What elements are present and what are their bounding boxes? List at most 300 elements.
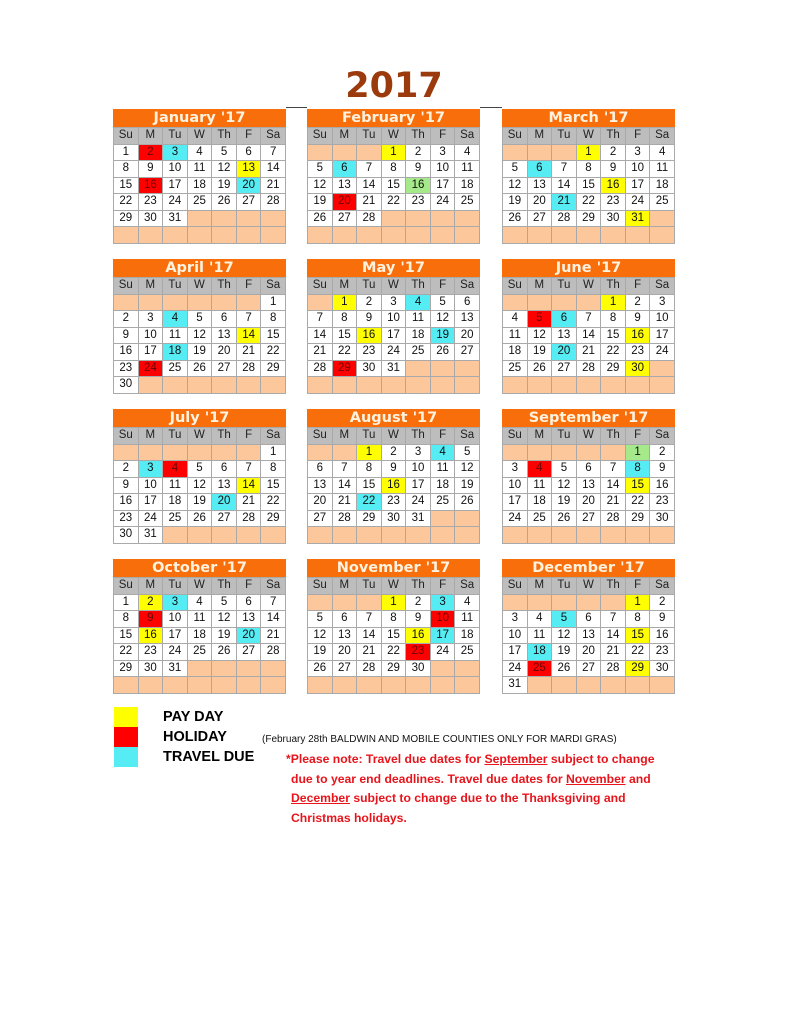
- day-cell: 8: [357, 461, 382, 478]
- empty-cell: [163, 377, 188, 394]
- day-cell: 28: [308, 360, 333, 377]
- day-cell: 7: [552, 161, 577, 178]
- day-cell: 6: [308, 461, 333, 478]
- empty-cell: [650, 227, 675, 244]
- day-cell: 12: [187, 477, 212, 494]
- week-row: [308, 327, 480, 344]
- weekday-header: W: [576, 278, 601, 295]
- day-cell: 3: [650, 294, 675, 311]
- empty-cell: [552, 444, 577, 461]
- day-cell: 6: [236, 594, 261, 611]
- day-cell: 3: [138, 311, 163, 328]
- day-cell: 28: [236, 510, 261, 527]
- day-cell: 21: [601, 644, 626, 661]
- day-cell: 15: [625, 627, 650, 644]
- day-cell: 12: [455, 461, 480, 478]
- day-cell: 20: [212, 494, 237, 511]
- month-title: December '17: [502, 559, 675, 577]
- note-text: due to year end deadlines. Travel due dates for: [291, 771, 566, 786]
- weekday-header: Su: [308, 278, 333, 295]
- day-cell: 18: [650, 177, 675, 194]
- empty-cell: [601, 444, 626, 461]
- empty-cell: [212, 444, 237, 461]
- day-cell: 27: [552, 360, 577, 377]
- day-cell: 5: [187, 461, 212, 478]
- day-cell: 30: [650, 510, 675, 527]
- day-cell: 22: [625, 644, 650, 661]
- day-cell: 25: [163, 510, 188, 527]
- note-text: subject to change: [547, 752, 655, 766]
- day-cell: 20: [212, 344, 237, 361]
- empty-cell: [552, 527, 577, 544]
- day-cell: 13: [332, 627, 357, 644]
- legend-travel-due: TRAVEL DUE: [163, 749, 255, 765]
- day-cell: 14: [576, 327, 601, 344]
- day-cell: 10: [381, 311, 406, 328]
- empty-cell: [187, 660, 212, 677]
- weekday-header: F: [430, 578, 455, 595]
- empty-cell: [601, 527, 626, 544]
- day-cell: 22: [114, 194, 139, 211]
- day-cell: 18: [406, 327, 431, 344]
- day-cell: 4: [503, 311, 528, 328]
- month-title: March '17: [502, 109, 675, 127]
- day-cell: 21: [357, 644, 382, 661]
- weekday-header: W: [381, 428, 406, 445]
- month-title: November '17: [307, 559, 480, 577]
- day-cell: 26: [212, 194, 237, 211]
- day-cell: 18: [455, 177, 480, 194]
- day-cell: 14: [332, 477, 357, 494]
- day-cell: 6: [527, 161, 552, 178]
- weekday-header: M: [138, 578, 163, 595]
- day-cell: 10: [503, 477, 528, 494]
- day-cell: 10: [406, 461, 431, 478]
- empty-cell: [138, 377, 163, 394]
- day-cell: 2: [650, 594, 675, 611]
- day-cell: 12: [308, 177, 333, 194]
- week-row: [114, 611, 286, 628]
- day-cell: 10: [163, 611, 188, 628]
- day-cell: 3: [163, 144, 188, 161]
- empty-cell: [357, 677, 382, 694]
- day-cell: 9: [601, 161, 626, 178]
- day-cell: 5: [187, 311, 212, 328]
- week-row: [503, 461, 675, 478]
- weekday-header: Tu: [357, 278, 382, 295]
- week-row: [308, 660, 480, 677]
- day-cell: 5: [212, 144, 237, 161]
- day-cell: 11: [187, 161, 212, 178]
- empty-cell: [261, 677, 286, 694]
- day-cell: 2: [138, 594, 163, 611]
- empty-cell: [187, 294, 212, 311]
- day-cell: 16: [138, 627, 163, 644]
- day-cell: 1: [332, 294, 357, 311]
- weekday-header-row: [503, 578, 675, 595]
- day-cell: 16: [650, 477, 675, 494]
- day-cell: 23: [357, 344, 382, 361]
- empty-cell: [406, 527, 431, 544]
- empty-cell: [430, 227, 455, 244]
- day-cell: 29: [261, 360, 286, 377]
- weekday-header: F: [430, 128, 455, 145]
- week-row: [503, 377, 675, 394]
- day-cell: 12: [212, 161, 237, 178]
- day-cell: 7: [601, 611, 626, 628]
- weekday-header: M: [527, 128, 552, 145]
- day-cell: 1: [114, 144, 139, 161]
- day-cell: 7: [576, 311, 601, 328]
- week-row: [308, 344, 480, 361]
- day-cell: 8: [601, 311, 626, 328]
- empty-cell: [381, 677, 406, 694]
- day-cell: 4: [455, 594, 480, 611]
- weekday-header: Su: [503, 428, 528, 445]
- day-cell: 9: [114, 327, 139, 344]
- day-cell: 26: [503, 210, 528, 227]
- day-cell: 24: [163, 194, 188, 211]
- day-cell: 11: [650, 161, 675, 178]
- day-cell: 9: [138, 161, 163, 178]
- day-cell: 11: [430, 461, 455, 478]
- week-row: [503, 161, 675, 178]
- day-cell: 22: [357, 494, 382, 511]
- day-cell: 24: [163, 644, 188, 661]
- month-title: February '17: [307, 109, 480, 127]
- empty-cell: [163, 527, 188, 544]
- day-cell: 22: [601, 344, 626, 361]
- empty-cell: [308, 444, 333, 461]
- day-cell: 23: [114, 360, 139, 377]
- day-cell: 30: [138, 660, 163, 677]
- day-cell: 29: [625, 660, 650, 677]
- day-cell: 4: [650, 144, 675, 161]
- mardi-gras-note: (February 28th BALDWIN AND MOBILE COUNTIES ONLY FOR MARDI GRAS): [262, 734, 617, 745]
- week-row: [114, 527, 286, 544]
- empty-cell: [212, 227, 237, 244]
- month-title: September '17: [502, 409, 675, 427]
- empty-cell: [527, 527, 552, 544]
- day-cell: 25: [650, 194, 675, 211]
- day-cell: 24: [650, 344, 675, 361]
- week-row: [308, 194, 480, 211]
- day-cell: 11: [163, 327, 188, 344]
- empty-cell: [527, 294, 552, 311]
- empty-cell: [455, 660, 480, 677]
- weekday-header-row: [114, 428, 286, 445]
- day-cell: 24: [138, 510, 163, 527]
- week-row: [114, 677, 286, 694]
- day-cell: 9: [381, 461, 406, 478]
- day-cell: 14: [236, 327, 261, 344]
- week-row: [114, 161, 286, 178]
- day-cell: 5: [455, 444, 480, 461]
- day-cell: 31: [138, 527, 163, 544]
- empty-cell: [138, 227, 163, 244]
- weekday-header-row: [114, 128, 286, 145]
- day-cell: 5: [308, 161, 333, 178]
- day-cell: 15: [576, 177, 601, 194]
- empty-cell: [212, 294, 237, 311]
- day-cell: 16: [625, 327, 650, 344]
- day-cell: 2: [381, 444, 406, 461]
- day-cell: 23: [650, 644, 675, 661]
- weekday-header: F: [625, 128, 650, 145]
- week-row: [503, 494, 675, 511]
- day-cell: 10: [430, 611, 455, 628]
- month-calendar: [307, 409, 480, 544]
- week-row: [503, 627, 675, 644]
- empty-cell: [455, 377, 480, 394]
- day-cell: 27: [527, 210, 552, 227]
- weekday-header: M: [138, 128, 163, 145]
- day-cell: 31: [163, 210, 188, 227]
- empty-cell: [430, 377, 455, 394]
- week-row: [503, 594, 675, 611]
- day-cell: 17: [625, 177, 650, 194]
- day-cell: 6: [212, 461, 237, 478]
- day-cell: 8: [261, 461, 286, 478]
- day-cell: 6: [236, 144, 261, 161]
- day-cell: 31: [406, 510, 431, 527]
- empty-cell: [357, 594, 382, 611]
- day-cell: 8: [381, 161, 406, 178]
- day-cell: 9: [406, 161, 431, 178]
- week-row: [114, 627, 286, 644]
- weekday-header-row: [308, 428, 480, 445]
- empty-cell: [332, 377, 357, 394]
- empty-cell: [381, 210, 406, 227]
- day-cell: 17: [138, 344, 163, 361]
- day-cell: 23: [601, 194, 626, 211]
- day-cell: 5: [430, 294, 455, 311]
- day-cell: 9: [114, 477, 139, 494]
- empty-cell: [236, 527, 261, 544]
- week-row: [114, 227, 286, 244]
- week-row: [308, 144, 480, 161]
- day-cell: 28: [261, 644, 286, 661]
- day-cell: 31: [163, 660, 188, 677]
- day-cell: 15: [625, 477, 650, 494]
- empty-cell: [503, 594, 528, 611]
- day-cell: 28: [576, 360, 601, 377]
- day-cell: 13: [308, 477, 333, 494]
- day-cell: 13: [576, 627, 601, 644]
- empty-cell: [114, 227, 139, 244]
- day-cell: 19: [187, 344, 212, 361]
- weekday-header: F: [625, 578, 650, 595]
- note-text: *Please note: Travel due dates for: [286, 752, 485, 766]
- weekday-header: Su: [114, 278, 139, 295]
- month-calendar: [502, 109, 675, 244]
- day-cell: 14: [357, 177, 382, 194]
- month-calendar: [113, 409, 286, 544]
- empty-cell: [601, 377, 626, 394]
- day-cell: 27: [212, 360, 237, 377]
- day-cell: 18: [527, 494, 552, 511]
- month-calendar: [502, 259, 675, 394]
- day-cell: 16: [114, 344, 139, 361]
- day-cell: 26: [308, 660, 333, 677]
- day-cell: 19: [552, 644, 577, 661]
- day-cell: 25: [187, 194, 212, 211]
- day-cell: 19: [503, 194, 528, 211]
- empty-cell: [527, 144, 552, 161]
- day-cell: 9: [406, 611, 431, 628]
- day-cell: 18: [187, 627, 212, 644]
- day-cell: 3: [138, 461, 163, 478]
- day-cell: 6: [576, 461, 601, 478]
- week-row: [114, 461, 286, 478]
- week-row: [308, 177, 480, 194]
- day-cell: 13: [212, 477, 237, 494]
- week-row: [308, 611, 480, 628]
- day-cell: 9: [650, 461, 675, 478]
- empty-cell: [261, 660, 286, 677]
- month-title: April '17: [113, 259, 286, 277]
- empty-cell: [332, 227, 357, 244]
- empty-cell: [430, 510, 455, 527]
- empty-cell: [332, 144, 357, 161]
- weekday-header: Tu: [163, 278, 188, 295]
- empty-cell: [163, 444, 188, 461]
- weekday-header: Su: [503, 578, 528, 595]
- day-cell: 23: [650, 494, 675, 511]
- day-cell: 19: [552, 494, 577, 511]
- day-cell: 1: [261, 444, 286, 461]
- day-cell: 23: [406, 644, 431, 661]
- empty-cell: [236, 660, 261, 677]
- weekday-header: Sa: [261, 128, 286, 145]
- day-cell: 23: [406, 194, 431, 211]
- weekday-header: Sa: [455, 578, 480, 595]
- weekday-header: Su: [308, 428, 333, 445]
- empty-cell: [455, 210, 480, 227]
- day-cell: 21: [261, 627, 286, 644]
- day-cell: 10: [650, 311, 675, 328]
- day-cell: 26: [187, 510, 212, 527]
- day-cell: 21: [576, 344, 601, 361]
- day-cell: 7: [357, 161, 382, 178]
- weekday-header: Th: [406, 428, 431, 445]
- weekday-header: Tu: [357, 578, 382, 595]
- pay-day-swatch: [114, 707, 138, 727]
- day-cell: 16: [138, 177, 163, 194]
- empty-cell: [138, 294, 163, 311]
- day-cell: 14: [552, 177, 577, 194]
- empty-cell: [114, 677, 139, 694]
- week-row: [503, 294, 675, 311]
- day-cell: 2: [114, 311, 139, 328]
- day-cell: 26: [187, 360, 212, 377]
- empty-cell: [212, 210, 237, 227]
- day-cell: 21: [308, 344, 333, 361]
- month-calendar: [502, 409, 675, 544]
- empty-cell: [212, 660, 237, 677]
- empty-cell: [163, 227, 188, 244]
- day-cell: 2: [114, 461, 139, 478]
- weekday-header: Tu: [552, 278, 577, 295]
- day-cell: 2: [601, 144, 626, 161]
- week-row: [308, 527, 480, 544]
- day-cell: 17: [406, 477, 431, 494]
- weekday-header-row: [503, 278, 675, 295]
- month-calendar: [113, 109, 286, 244]
- day-cell: 7: [601, 461, 626, 478]
- day-cell: 20: [552, 344, 577, 361]
- week-row: [503, 527, 675, 544]
- month-calendar: [113, 259, 286, 394]
- day-cell: 21: [332, 494, 357, 511]
- weekday-header: Th: [212, 428, 237, 445]
- week-row: [114, 360, 286, 377]
- day-cell: 14: [261, 161, 286, 178]
- month-title: October '17: [113, 559, 286, 577]
- day-cell: 5: [503, 161, 528, 178]
- day-cell: 26: [552, 510, 577, 527]
- weekday-header: M: [527, 428, 552, 445]
- day-cell: 29: [625, 510, 650, 527]
- empty-cell: [308, 227, 333, 244]
- day-cell: 10: [138, 327, 163, 344]
- day-cell: 14: [601, 477, 626, 494]
- empty-cell: [406, 227, 431, 244]
- week-row: [114, 327, 286, 344]
- empty-cell: [650, 527, 675, 544]
- day-cell: 16: [650, 627, 675, 644]
- day-cell: 17: [503, 494, 528, 511]
- day-cell: 11: [503, 327, 528, 344]
- empty-cell: [406, 677, 431, 694]
- day-cell: 18: [187, 177, 212, 194]
- empty-cell: [308, 294, 333, 311]
- day-cell: 10: [430, 161, 455, 178]
- weekday-header: W: [576, 578, 601, 595]
- empty-cell: [576, 527, 601, 544]
- empty-cell: [357, 527, 382, 544]
- day-cell: 4: [406, 294, 431, 311]
- day-cell: 24: [430, 194, 455, 211]
- day-cell: 5: [552, 461, 577, 478]
- day-cell: 15: [332, 327, 357, 344]
- day-cell: 5: [552, 611, 577, 628]
- day-cell: 12: [187, 327, 212, 344]
- divider-line: [480, 107, 502, 108]
- weekday-header: W: [381, 278, 406, 295]
- empty-cell: [650, 677, 675, 694]
- empty-cell: [552, 594, 577, 611]
- weekday-header-row: [114, 278, 286, 295]
- day-cell: 21: [236, 494, 261, 511]
- day-cell: 10: [138, 477, 163, 494]
- day-cell: 2: [138, 144, 163, 161]
- empty-cell: [187, 677, 212, 694]
- week-row: [114, 594, 286, 611]
- weekday-header: M: [138, 278, 163, 295]
- empty-cell: [187, 377, 212, 394]
- day-cell: 22: [332, 344, 357, 361]
- day-cell: 1: [381, 594, 406, 611]
- empty-cell: [357, 227, 382, 244]
- day-cell: 29: [357, 510, 382, 527]
- month-calendar: [307, 259, 480, 394]
- empty-cell: [601, 594, 626, 611]
- day-cell: 26: [212, 644, 237, 661]
- empty-cell: [455, 360, 480, 377]
- empty-cell: [212, 527, 237, 544]
- day-cell: 13: [455, 311, 480, 328]
